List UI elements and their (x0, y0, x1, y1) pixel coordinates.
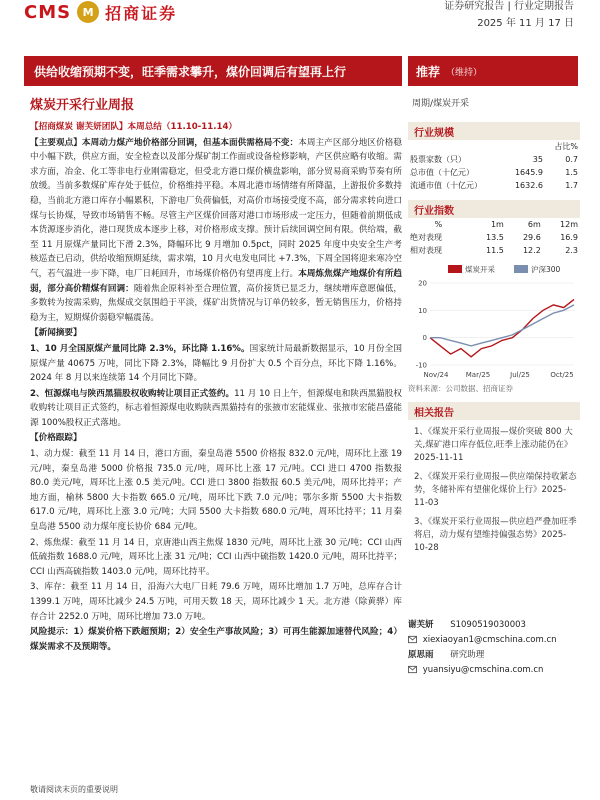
report-date: 2025 年 11 月 17 日 (477, 18, 574, 29)
news-item-1-title: 1、10 月全国原煤产量同比降 2.3%，环比降 1.16%。 (30, 343, 250, 354)
news-item-2-title: 2、恒源煤电与陕西黑猫股权收购转让项目正式签约。 (30, 388, 235, 399)
index-heading: 行业指数 (408, 200, 580, 218)
scale-share: 1.5 (565, 168, 578, 177)
index-chart-svg (408, 261, 580, 381)
index-header-cell: 1m (490, 220, 504, 229)
author-email-row (408, 634, 580, 647)
y-tick-label: -10 (415, 361, 427, 370)
risk-label: 风险提示： (30, 627, 74, 638)
y-tick-label: 20 (418, 279, 427, 288)
index-value: 29.6 (522, 233, 541, 242)
index-header-cell: % (434, 220, 443, 229)
index-value: 11.5 (486, 246, 504, 255)
cms-logo (24, 0, 177, 24)
email-icon (408, 665, 417, 674)
coking-coal-lead: 本周炼焦煤产地煤价有所趋弱，部分高价精煤有回调： (30, 268, 402, 294)
scale-value: 35 (532, 155, 543, 164)
index-value: 12.2 (522, 246, 541, 255)
table-row (408, 153, 580, 166)
author-block (408, 619, 580, 677)
key-view-text: 本周主产区部分地区价格稳中小幅下跌，供应方面，安全检查以及部分煤矿制工作面或设备检修影响，产区供应略有收缩。需求方面，冶金、化工等非电行业刚需稳定，但受北方港口煤价横盘影响，部分贸易商采购节奏有所放缓。当前多数煤矿库存处于低位，价格维持平稳。本周北港市场情绪有所降温，上游报价多数持稳，当前北方港口库存小幅累积，下游电厂负荷偏低，对高价市场接受度不高，部分需求转向进口煤与长协煤，导致市场销售不畅。尽管主产区煤价回落对港口市场形成一定压力，但随着前期低成本货源逐步消化，港口现货成本逐步上移，对价格形成支撑。预计后续回调空间有限。供给端，截至 11 月原煤产量同比下滑 2.3%，降幅环比 9 月增加 0.5pct，同时 2025 年度中央安全生产考核巡查已启动，供给收缩预期延续，需求端，10 月火电发电同比 +7.3%，下周全国将迎来寒冷空气，若气温进一步下降，电厂日耗回升，市场煤价格仍有望再度上行。 (30, 137, 402, 279)
y-tick-label: 10 (418, 306, 427, 315)
x-tick-label: Nov/24 (423, 371, 449, 379)
scale-heading: 行业规模 (408, 122, 580, 140)
legend-swatch (448, 265, 462, 273)
scale-value: 1645.9 (514, 168, 543, 177)
legend-label: 煤炭开采 (465, 265, 495, 274)
index-label: 绝对表现 (410, 233, 442, 242)
report-type: 证券研究报告 | 行业定期报告 (444, 1, 574, 12)
price-heading: 【价格跟踪】 (30, 433, 82, 444)
news-item-1-body: 国家统计局最新数据显示，10 月份全国原煤产量 40675 万吨，同比下降 2.3%，降幅比 9 月份扩大 0.5 个百分点，环比下降 1.16%。2024 年 8 月以来连续第 14 个月同比下降。 (30, 343, 402, 384)
author-name: 谢芙妍 (408, 620, 434, 630)
author-id: S1090519030003 (450, 620, 526, 630)
news-item-2 (30, 387, 402, 431)
scale-header-row (408, 140, 580, 153)
scale-share: 0.7 (565, 155, 578, 164)
index-value: 13.5 (486, 233, 504, 242)
email-icon (408, 635, 417, 644)
series-line (430, 299, 574, 356)
index-header-row (408, 218, 580, 231)
scale-label: 股票家数（只） (410, 155, 466, 164)
footer-note: 敬请阅读末页的重要说明 (30, 785, 118, 794)
scale-label: 流通市值（十亿元） (410, 181, 482, 190)
price-item-1: 1、动力煤：截至 11 月 14 日，港口方面，秦皇岛港 5500 价格报 832.0 元/吨，周环比上涨 19 元/吨，秦皇岛港 5000 价格报 735.0 元/吨，周环比上涨 17 元/吨。CCI 进口 4700 指数报 80.0 美元/吨，周环比上涨 0.5 美元/吨。CCI 进口 3800 指数报 60.5 美元/吨，周环比持平；产地方面，榆林 5800 大卡指数 665.0 元/吨，周环比下跌 7.0 元/吨；鄂尔多斯 5500 大卡指数 617.0 元/吨，周环比上涨 3.0 元/吨；大同 5500 大卡指数 680.0 元/吨，周环比持平；11 月秦皇岛港 5500 动力煤年度长协价 684 元/吨。 (30, 449, 402, 533)
legend-swatch (514, 265, 528, 273)
x-tick-label: Oct/25 (550, 371, 574, 379)
x-tick-label: Mar/25 (465, 371, 491, 379)
logo-cn: 招商证券 (105, 3, 178, 23)
legend-label: 沪深300 (531, 265, 561, 274)
index-value: 2.3 (565, 246, 578, 255)
side-subtitle: 周期/煤炭开采 (412, 99, 470, 109)
page-header (0, 0, 600, 44)
logo-badge: M (77, 1, 99, 23)
table-row (408, 231, 580, 244)
table-row (408, 179, 580, 192)
author-name: 原思雨 (408, 650, 434, 660)
price-item-2: 2、炼焦煤：截至 11 月 14 日，京唐港山西主焦煤 1830 元/吨，周环比上涨 30 元/吨；CCI 山西低硫指数 1688.0 元/吨，周环比上涨 31 元/吨；CCI 山西中硫指数 1420.0 元/吨，周环比持平；CCI 山西高硫指数 1403.0 元/吨，周环比持平。 (30, 537, 402, 577)
risk-paragraph (30, 625, 402, 654)
news-heading: 【新闻摘要】 (30, 328, 82, 339)
news-item-1 (30, 342, 402, 386)
main-body (30, 120, 402, 655)
author-row (408, 649, 580, 662)
related-report[interactable]: 1、《煤炭开采行业周报—煤价突破 800 大关,煤矿港口库存低位,旺季上涨动能仍在》2025-11-11 (414, 427, 573, 463)
related-report[interactable]: 2、《煤炭开采行业周报—供应端保持收紧态势，冬储补库有望催化煤价上行》2025-11-03 (414, 472, 577, 508)
scale-header-cell (408, 140, 504, 153)
scale-table (408, 140, 580, 192)
y-tick-label: 0 (422, 334, 427, 343)
coking-coal-text: 随着焦企原料补至合理位置，高价接货已显乏力，继续增库意愿偏低，多数转为按需采购，焦煤成交氛围趋于平淡，煤矿出货情况与订单仍较多，暂无销售压力，价格持稳为主，短期煤价弱稳窄幅震荡。 (30, 283, 402, 323)
table-row (408, 244, 580, 257)
sidebar (408, 120, 580, 677)
logo-en: CMS (24, 1, 72, 23)
price-item-3: 3、库存：截至 11 月 14 日，沿海六大电厂日耗 79.6 万吨，周环比增加 1.7 万吨，总库存合计 1399.1 万吨，周环比减少 24.5 万吨，可用天数 18 天，周环比减少 1 天。北方港（除黄骅）库存合计 2252.0 万吨，周环比增加 73.0 万吨。 (30, 582, 402, 622)
rating-label: 推荐 (416, 64, 441, 79)
x-tick-label: Jul/25 (510, 371, 530, 379)
scale-share: 1.7 (565, 181, 578, 190)
chart-source: 资料来源：公司数据、招商证券 (408, 384, 513, 393)
index-header-cell: 12m (560, 220, 578, 229)
key-view-lead: 【主要观点】本周动力煤产地价格部分回调，但基本面供需格局不变： (30, 137, 299, 148)
key-view-paragraph (30, 136, 402, 326)
risk-body: 1）煤炭价格下跌超预期；2）安全生产事故风险；3）可再生能源加速替代风险；4）煤炭需求不及预期等。 (30, 627, 402, 652)
scale-value: 1632.6 (514, 181, 543, 190)
author-email[interactable]: yuansiyu@cmschina.com.cn (422, 665, 544, 675)
scale-label: 总市值（十亿元） (410, 168, 474, 177)
scale-header-cell (504, 140, 545, 153)
table-row (408, 166, 580, 179)
news-item-2-body: 11 月 10 日上午，恒源煤电和陕西黑猫股权收购转让项目正式签约，标志着恒源煤电收购陕西黑猫持有的张掖市宏能煤业、张掖市宏能昌盛能源 100%股权正式落地。 (30, 388, 402, 428)
index-header-cell: 6m (527, 220, 541, 229)
index-value: 16.9 (560, 233, 578, 242)
author-email[interactable]: xiexiaoyan1@cmschina.com.cn (422, 635, 557, 645)
author-email-row (408, 664, 580, 677)
scale-header-cell: 占比% (554, 142, 578, 151)
rating-sub: （维持） (446, 67, 483, 78)
index-chart (408, 261, 580, 381)
related-heading: 相关报告 (408, 402, 580, 420)
section-title: 煤炭开采行业周报 (30, 98, 135, 113)
index-label: 相对表现 (410, 246, 442, 255)
rating-bar (408, 56, 578, 86)
related-report[interactable]: 3、《煤炭开采行业周报—供应趋严叠加旺季将启，动力煤有望维持偏强态势》2025-10-28 (414, 517, 577, 553)
author-row (408, 619, 580, 632)
team-line: 【招商煤炭 谢芙妍团队】本周总结（11.10-11.14） (30, 122, 238, 132)
index-table (408, 218, 580, 257)
author-id: 研究助理 (450, 650, 485, 660)
report-title-bar: 供给收缩预期不变，旺季需求攀升，煤价回调后有望再上行 (24, 56, 402, 86)
